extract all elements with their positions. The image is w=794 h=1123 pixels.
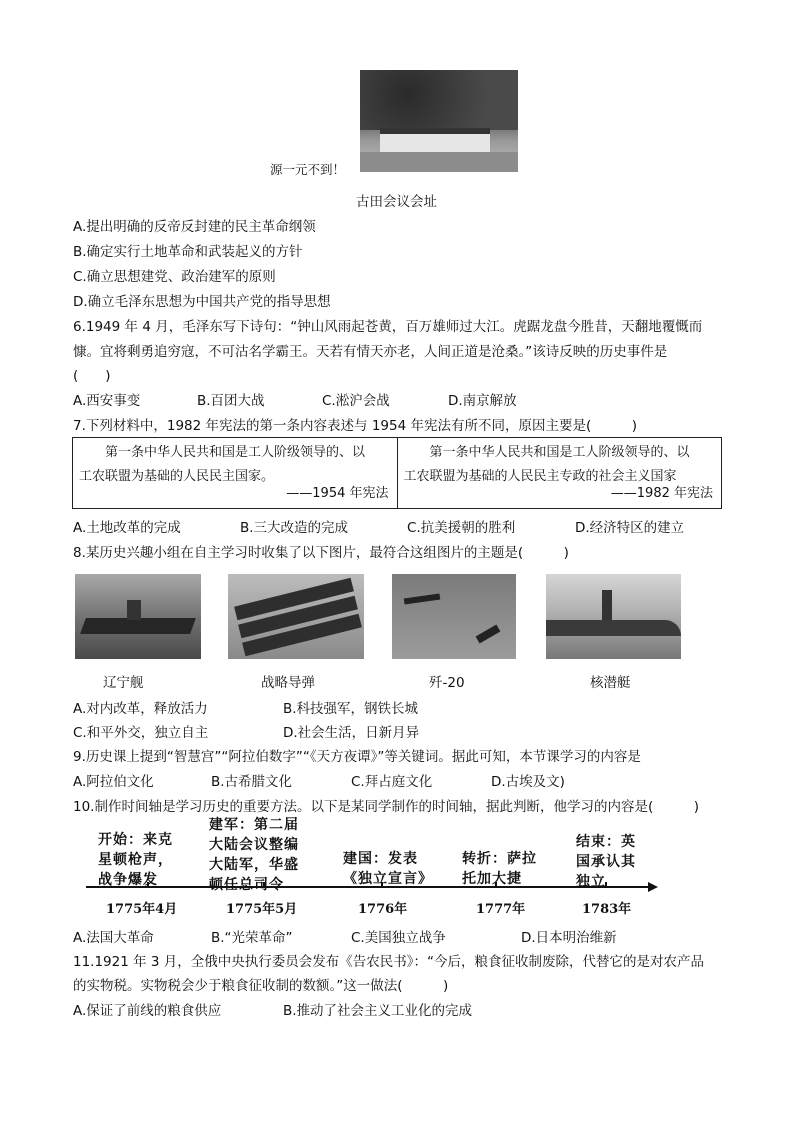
e1-l1: 开始：来克 bbox=[98, 832, 173, 848]
e3-l1: 建国：发表 bbox=[343, 851, 418, 867]
q10-option-c[interactable]: C.美国独立战争 bbox=[351, 926, 446, 946]
e3-l2: 《独立宣言》 bbox=[343, 871, 433, 887]
q10-option-a[interactable]: A.法国大革命 bbox=[73, 926, 154, 946]
q9-option-b[interactable]: B.古希腊文化 bbox=[211, 774, 293, 790]
q7-option-b[interactable]: B.三大改造的完成 bbox=[240, 520, 349, 536]
q11-option-b[interactable]: B.推动了社会主义工业化的完成 bbox=[283, 1003, 473, 1019]
e5-l2: 国承认其 bbox=[576, 854, 636, 870]
q11-option-a[interactable]: A.保证了前线的粮食供应 bbox=[73, 1003, 222, 1019]
c1954-source: ——1954 年宪法 bbox=[286, 486, 389, 501]
constitution-1954-cell bbox=[73, 438, 398, 509]
timeline-axis bbox=[86, 880, 660, 894]
caption-submarine: 核潜艇 bbox=[590, 675, 631, 691]
q7-option-d[interactable]: D.经济特区的建立 bbox=[575, 520, 685, 536]
q6-stem-line2: 慷。宜将剩勇追穷寇，不可沽名学霸王。天若有情天亦老，人间正道是沧桑。”该诗反映的历史事件是 bbox=[73, 344, 668, 360]
liaoning-carrier-photo bbox=[75, 574, 201, 659]
q9-option-c[interactable]: C.拜占庭文化 bbox=[351, 774, 433, 790]
caption-j20: 歼-20 bbox=[429, 675, 465, 691]
year-1775-apr: 1775年4月 bbox=[106, 902, 178, 917]
nuclear-submarine-photo bbox=[546, 574, 681, 659]
q10-option-b[interactable]: B.“光荣革命” bbox=[211, 926, 293, 946]
q11-stem-line2: 的实物税。实物税会少于粮食征收制的数额。”这一做法( ) bbox=[73, 978, 449, 994]
q5-option-d[interactable]: D.确立毛泽东思想为中国共产党的指导思想 bbox=[73, 294, 331, 310]
q6-stem-line1: 6.1949 年 4 月，毛泽东写下诗句：“钟山风雨起苍黄，百万雄师过大江。虎踞龙盘今胜昔，天翻地覆慨而 bbox=[73, 319, 703, 335]
c1954-line1: 第一条中华人民共和国是工人阶级领导的、以 bbox=[105, 445, 366, 460]
q11-stem-line1: 11.1921 年 3 月，全俄中央执行委员会发布《告农民书》：“今后，粮食征收制废除，代替它的是对农产品 bbox=[73, 954, 705, 970]
q7-option-a[interactable]: A.土地改革的完成 bbox=[73, 520, 181, 536]
j20-fighter-photo bbox=[392, 574, 516, 659]
constitution-comparison-table bbox=[72, 437, 722, 509]
year-1777: 1777年 bbox=[476, 902, 526, 917]
e2-l2: 大陆会议整编 bbox=[209, 837, 299, 853]
q10-option-d[interactable]: D.日本明治维新 bbox=[521, 926, 617, 946]
q8-option-d[interactable]: D.社会生活，日新月异 bbox=[283, 725, 420, 741]
q9-option-d[interactable]: D.古埃及文) bbox=[491, 774, 565, 790]
q8-option-c[interactable]: C.和平外交，独立自主 bbox=[73, 725, 209, 741]
year-1775-may: 1775年5月 bbox=[226, 902, 298, 917]
e4-l1: 转折：萨拉 bbox=[462, 851, 537, 867]
q8-stem: 8.某历史兴趣小组在自主学习时收集了以下图片，最符合这组图片的主题是( ) bbox=[73, 545, 569, 561]
caption-missile: 战略导弹 bbox=[261, 675, 315, 691]
strategic-missile-photo bbox=[228, 574, 364, 659]
q6-option-b[interactable]: B.百团大战 bbox=[197, 393, 265, 409]
gutian-site-photo bbox=[360, 70, 518, 172]
q8-option-a[interactable]: A.对内改革，释放活力 bbox=[73, 701, 208, 717]
caption-liaoning: 辽宁舰 bbox=[103, 675, 144, 691]
c1982-line1: 第一条中华人民共和国是工人阶级领导的、以 bbox=[429, 445, 690, 460]
photo-side-text: 源一元不到！ bbox=[270, 162, 346, 177]
q6-option-c[interactable]: C.淞沪会战 bbox=[322, 393, 390, 409]
q5-option-a[interactable]: A.提出明确的反帝反封建的民主革命纲领 bbox=[73, 219, 316, 235]
e1-l2: 星顿枪声， bbox=[98, 852, 173, 868]
year-1776: 1776年 bbox=[358, 902, 408, 917]
q5-option-c[interactable]: C.确立思想建党、政治建军的原则 bbox=[73, 269, 276, 285]
e5-l1: 结束：英 bbox=[576, 834, 636, 850]
q9-stem: 9.历史课上提到“智慧宫”“阿拉伯数字”“《天方夜谭》”等关键词。据此可知，本节课学习的内容是 bbox=[73, 749, 641, 765]
c1954-line2: 工农联盟为基础的人民民主国家。 bbox=[79, 469, 275, 484]
e4-l2: 托加大捷 bbox=[462, 871, 522, 887]
q6-answer-blank[interactable]: ( ) bbox=[73, 368, 111, 384]
e2-l3: 大陆军，华盛 bbox=[209, 857, 299, 873]
e1-l3: 战争爆发 bbox=[98, 872, 158, 888]
e2-l4: 顿任总司令 bbox=[209, 877, 284, 893]
q9-option-a[interactable]: A.阿拉伯文化 bbox=[73, 774, 154, 790]
year-1783: 1783年 bbox=[582, 902, 632, 917]
q10-stem: 10.制作时间轴是学习历史的重要方法。以下是某同学制作的时间轴，据此判断，他学习的内容是( ) bbox=[73, 799, 700, 815]
e5-l3: 独立 bbox=[576, 874, 606, 890]
q6-option-a[interactable]: A.西安事变 bbox=[73, 393, 141, 409]
e2-l1: 建军：第二届 bbox=[209, 817, 299, 833]
c1982-line2: 工农联盟为基础的人民民主专政的社会主义国家 bbox=[403, 469, 677, 484]
q7-stem: 7.下列材料中，1982 年宪法的第一条内容表述与 1954 年宪法有所不同，原因主要是( ) bbox=[73, 418, 637, 434]
c1982-source: ——1982 年宪法 bbox=[610, 486, 713, 501]
q6-option-d[interactable]: D.南京解放 bbox=[448, 393, 517, 409]
q7-option-c[interactable]: C.抗美援朝的胜利 bbox=[407, 520, 516, 536]
q8-option-b[interactable]: B.科技强军，钢铁长城 bbox=[283, 701, 419, 717]
photo-caption: 古田会议会址 bbox=[356, 194, 437, 210]
q5-option-b[interactable]: B.确定实行土地革命和武装起义的方针 bbox=[73, 244, 303, 260]
constitution-1982-cell bbox=[397, 438, 722, 509]
